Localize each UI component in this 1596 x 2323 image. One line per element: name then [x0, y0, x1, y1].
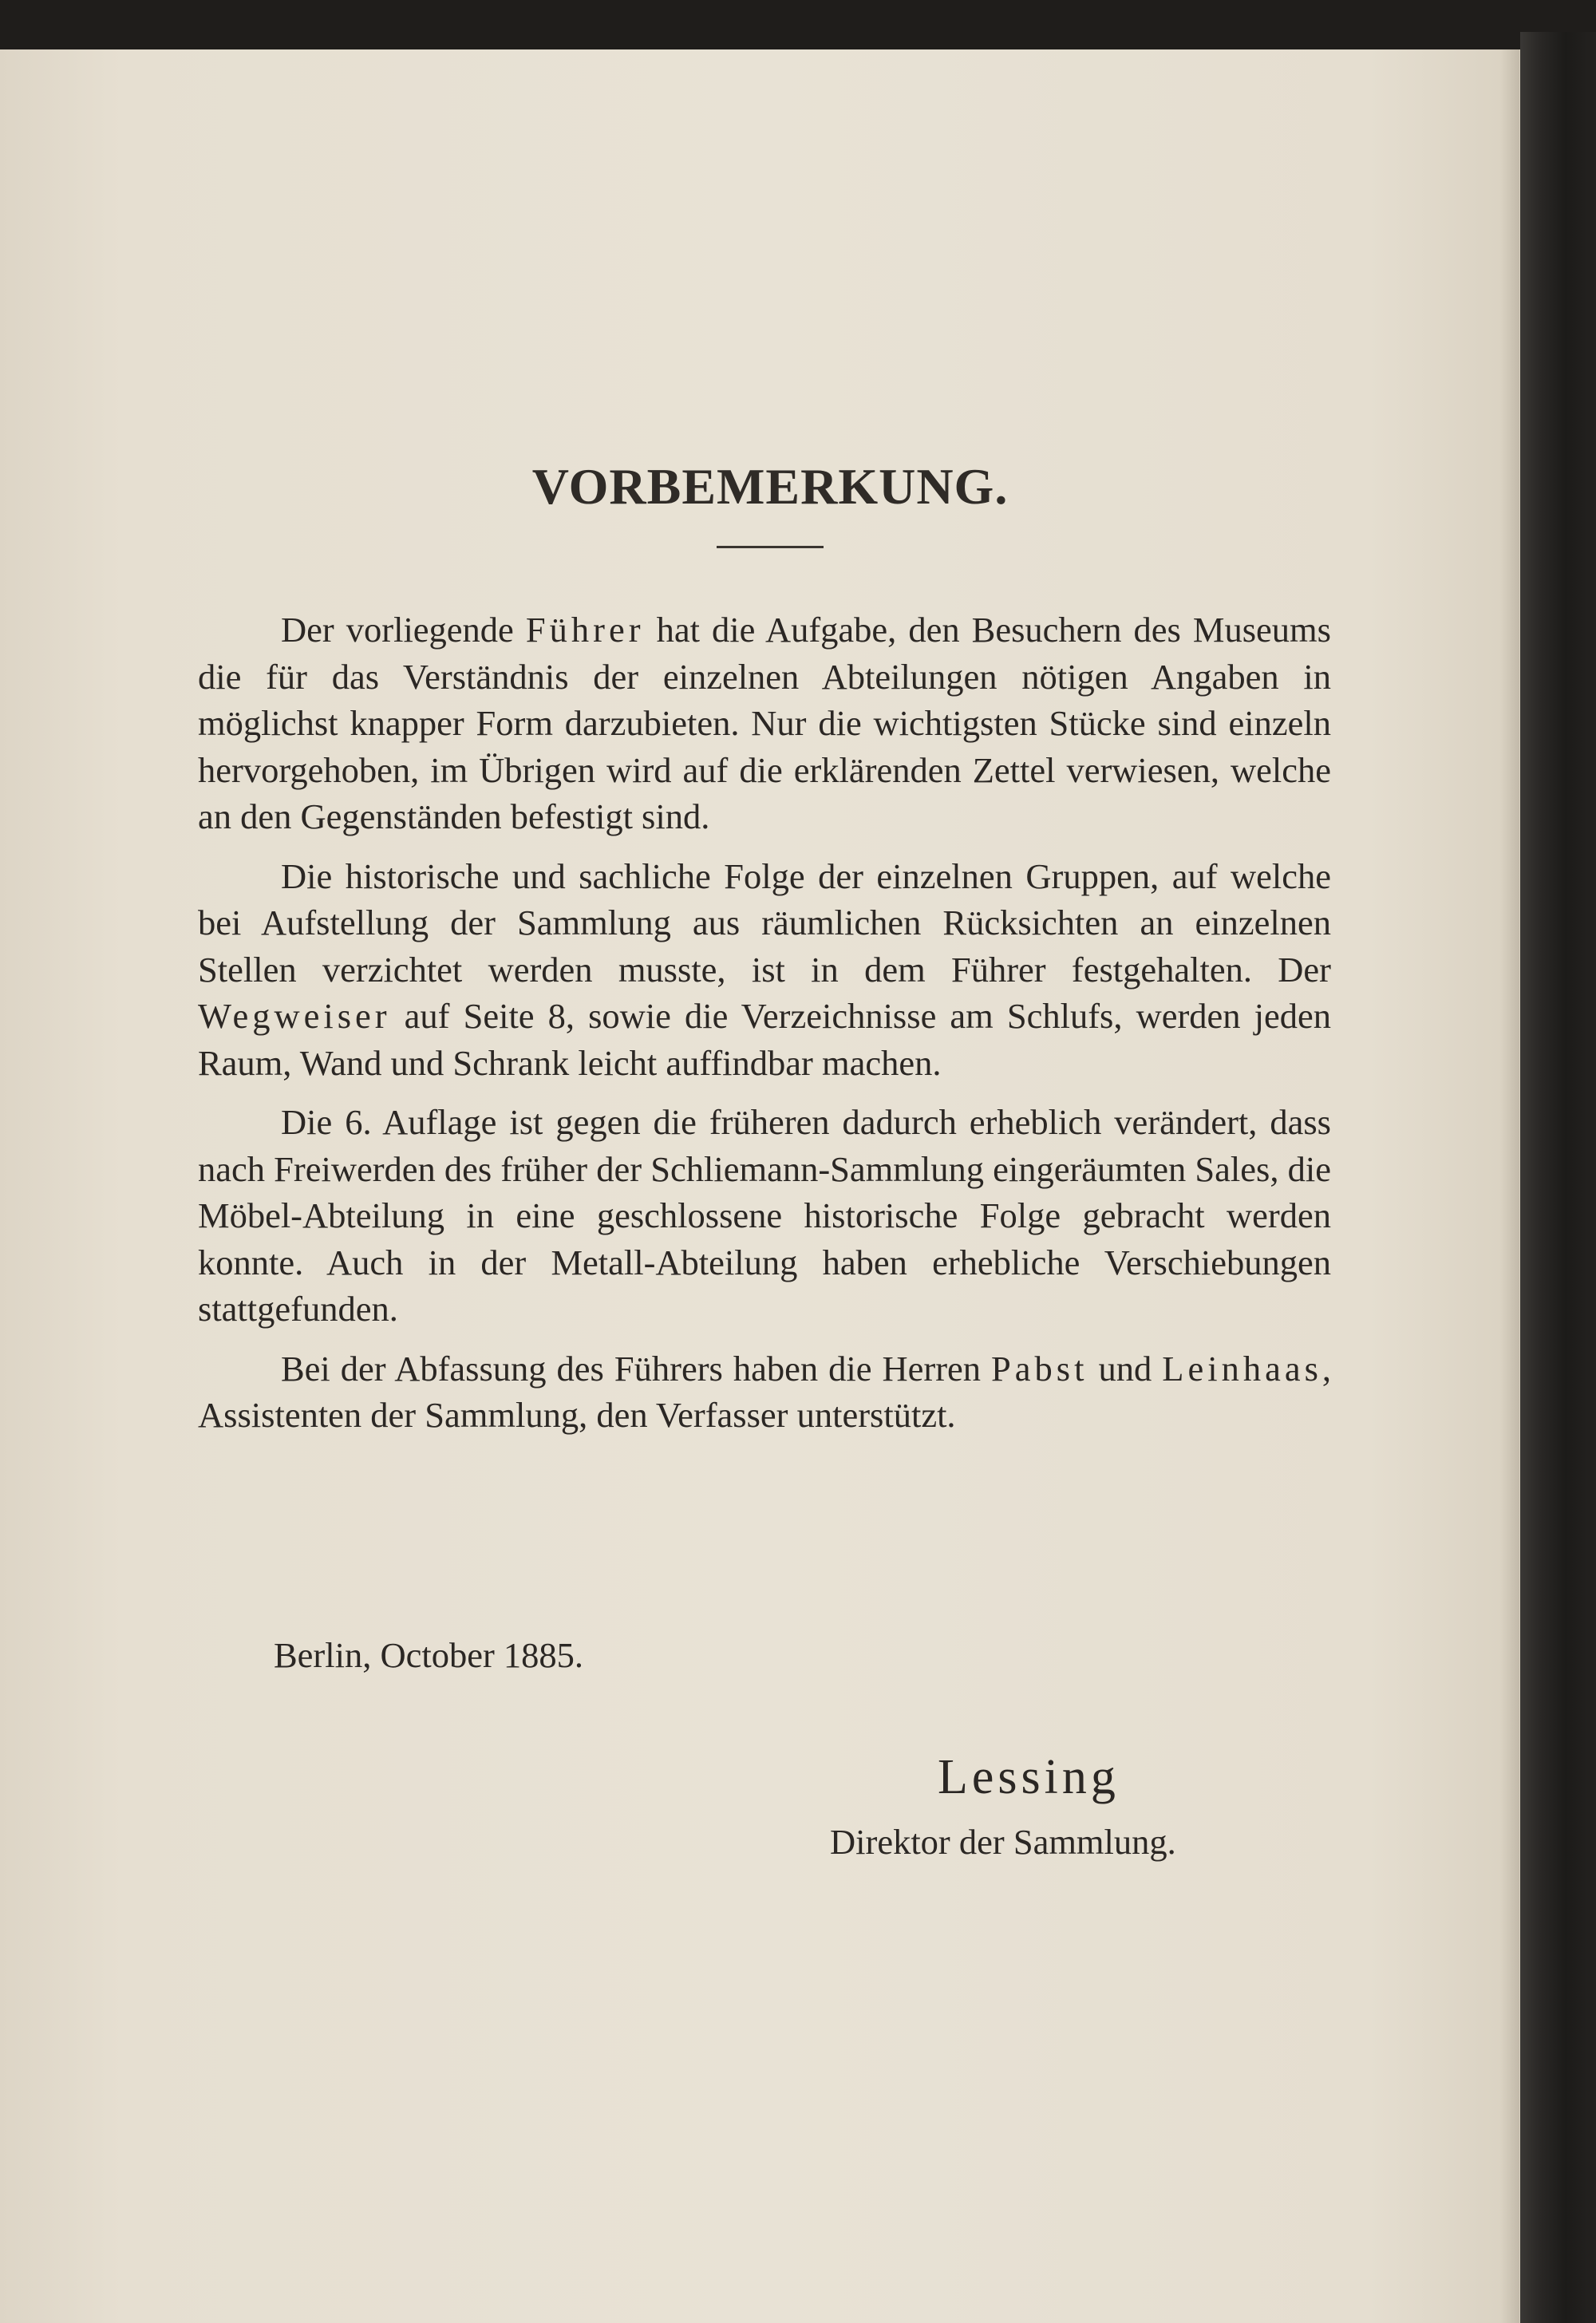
paragraph-text: Der vorliegende	[281, 610, 526, 650]
spaced-word: Pabst	[991, 1348, 1088, 1389]
paragraph-text: Die historische und sachliche Folge der einzelnen Gruppen, auf welche bei Aufstellung der Sammlung aus räumlichen Rücksichten an einzelnen Stellen verzichtet werden musste, ist in dem Führer festgehalten. Der	[198, 855, 1331, 990]
paragraph-text: und	[1088, 1348, 1163, 1389]
signature-title: Direktor der Sammlung.	[830, 1822, 1176, 1862]
paragraph-4	[198, 1345, 1331, 1439]
book-binding	[1520, 32, 1596, 2323]
spaced-word: Führer	[525, 610, 645, 650]
spaced-word: Leinhaas	[1162, 1348, 1322, 1389]
paragraph-text: , Assistenten der Sammlung, den Verfasser unterstützt.	[198, 1348, 1332, 1435]
paragraph-text: auf Seite 8, sowie die Verzeichnisse am Schlufs, werden jeden Raum, Wand und Schrank leicht auffindbar machen.	[198, 996, 1331, 1083]
page-edge-shadow	[1500, 49, 1519, 2323]
page-heading: VORBEMERKUNG.	[531, 457, 1009, 515]
paragraph-text: Die 6. Auflage ist gegen die früheren dadurch erheblich verändert, dass nach Freiwerden des früher der Schliemann-Sammlung eingeräumten Sales, die Möbel-Abteilung in eine geschlossene historische Folge gebracht werden konnte. Auch in der Metall-Abteilung haben erhebliche Verschiebungen stattgefunden.	[198, 1102, 1331, 1329]
spaced-word: Wegweiser	[198, 996, 391, 1036]
place-date: Berlin, October 1885.	[274, 1635, 584, 1675]
paragraph-text: hat die Aufgabe, den Besuchern des Museums die für das Verständnis der einzelnen Abteilungen nötigen Angaben in möglichst knapper Form darzubieten. Nur die wichtigsten Stücke sind einzeln hervorgehoben, im Übrigen wird auf die erklärenden Zettel verwiesen, welche an den Gegenständen befestigt sind.	[198, 610, 1331, 836]
signature-name: Lessing	[938, 1750, 1120, 1804]
preface-body	[198, 606, 1331, 1452]
paragraph-text: Bei der Abfassung des Führers haben die Herren	[281, 1348, 992, 1389]
paragraph-2	[198, 853, 1331, 1087]
heading-rule	[717, 546, 824, 548]
paragraph-3	[198, 1099, 1331, 1333]
paragraph-1	[198, 606, 1331, 840]
